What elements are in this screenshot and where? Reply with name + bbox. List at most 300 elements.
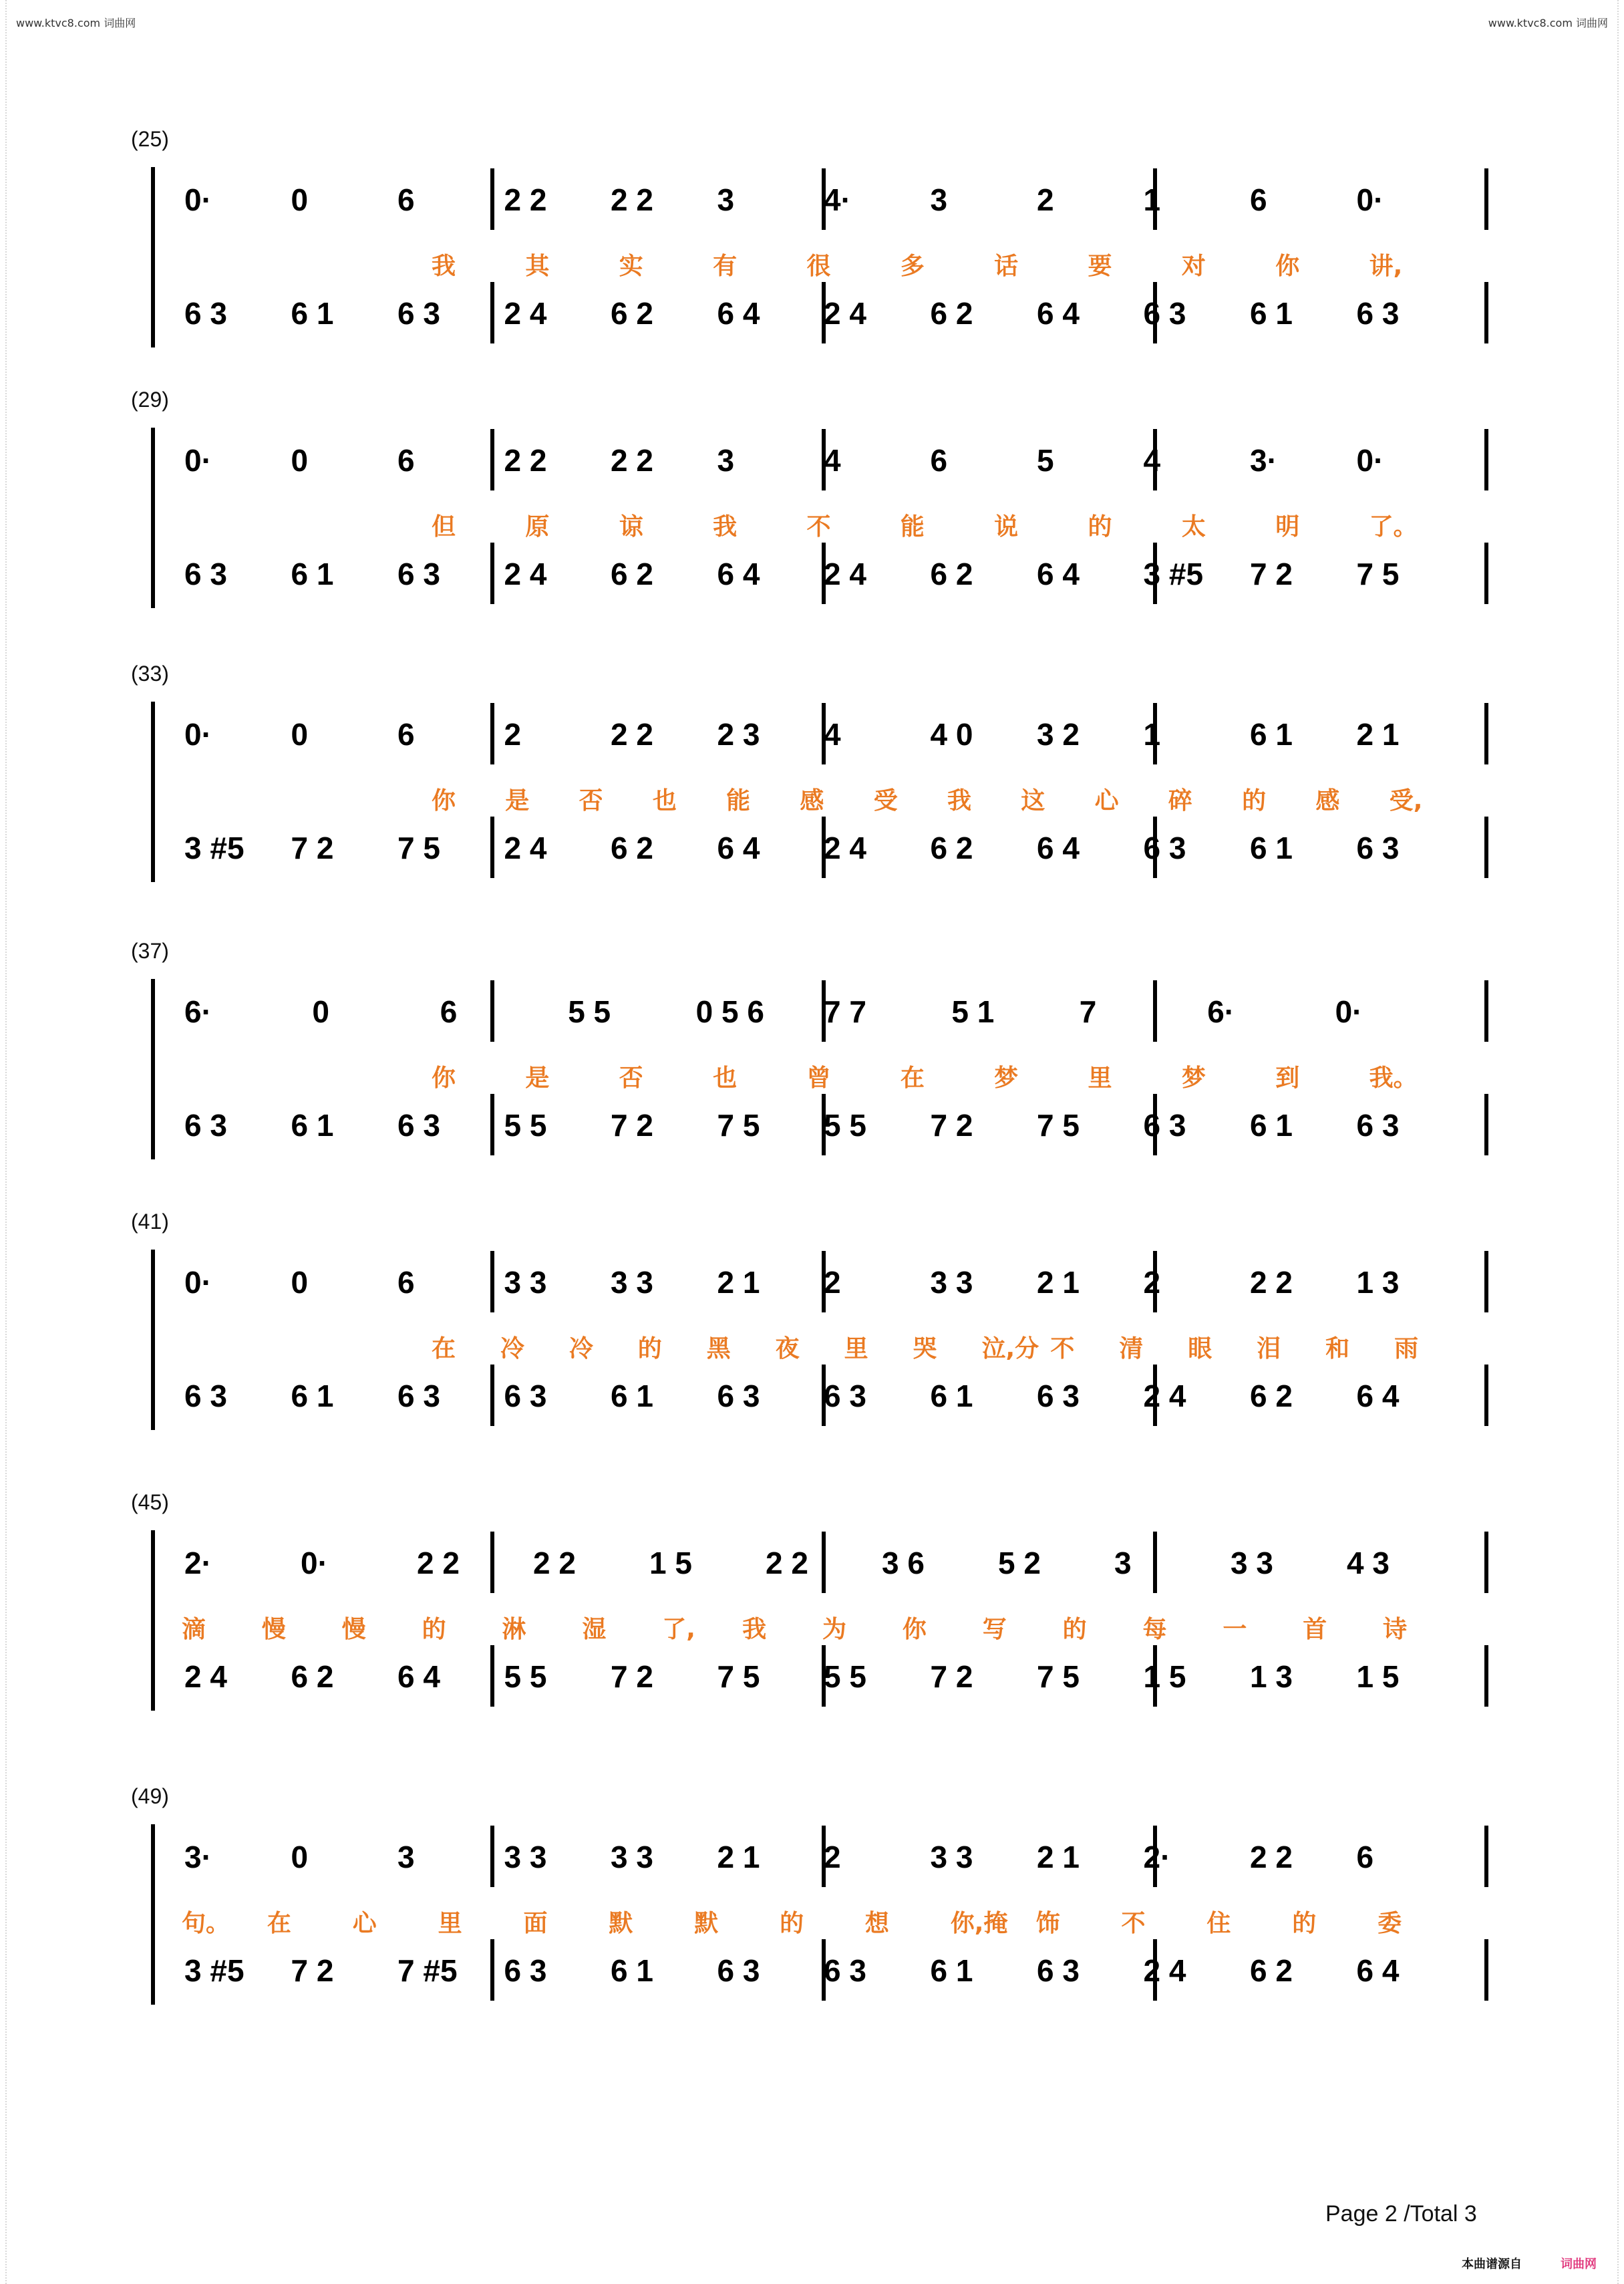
lyric-word: 慢 <box>261 1616 286 1643</box>
melody-note: 0 <box>291 182 309 217</box>
accompaniment-note: 6 2 <box>1250 1953 1293 1988</box>
melody-note: 6 <box>1356 1840 1374 1874</box>
melody-note: 2 1 <box>1037 1265 1080 1300</box>
lyric-word: 不 <box>806 513 831 541</box>
lyric-word: 淋 <box>502 1616 526 1643</box>
melody-note: 3 3 <box>930 1265 973 1300</box>
accompaniment-note: 6 4 <box>1037 557 1080 591</box>
accompaniment-note: 2 4 <box>824 296 866 331</box>
melody-note: 2 <box>824 1265 841 1300</box>
melody-note: 2 2 <box>1250 1265 1293 1300</box>
melody-note: 0 <box>291 717 309 752</box>
melody-note: 3 <box>1114 1546 1132 1580</box>
system-brace <box>151 702 155 882</box>
barline <box>1484 282 1488 343</box>
accompaniment-note: 6 3 <box>184 296 227 331</box>
accompaniment-note: 6 4 <box>717 296 760 331</box>
melody-note: 2 2 <box>611 443 653 478</box>
accompaniment-note: 6 2 <box>930 831 973 865</box>
melody-note: 3 3 <box>504 1840 547 1874</box>
lyric-word: 夜 <box>775 1335 800 1363</box>
melody-note: 3 3 <box>504 1265 547 1300</box>
lyric-word: 说 <box>994 513 1019 541</box>
lyric-word: 的 <box>1088 513 1112 541</box>
barline <box>1484 817 1488 878</box>
accompaniment-note: 3 #5 <box>184 831 245 865</box>
accompaniment-note: 6 3 <box>184 557 227 591</box>
lyric-word: 心 <box>352 1910 377 1937</box>
melody-note: 2 <box>1143 1265 1161 1300</box>
melody-note: 0· <box>301 1546 328 1580</box>
accompaniment-note: 6 3 <box>184 1108 227 1143</box>
accompaniment-note: 6 2 <box>611 557 653 591</box>
lyric-word: 面 <box>523 1910 548 1937</box>
page-edge-right <box>1617 0 1624 2284</box>
measure-number: (41) <box>131 1209 169 1234</box>
melody-note: 6 <box>397 717 415 752</box>
lyric-word: 梦 <box>994 1064 1019 1092</box>
accompaniment-note: 6 2 <box>930 296 973 331</box>
accompaniment-note: 6 1 <box>291 1379 334 1413</box>
melody-note: 4 3 <box>1347 1546 1390 1580</box>
accompaniment-note: 3 #5 <box>1143 557 1204 591</box>
accompaniment-note: 7 5 <box>1356 557 1400 591</box>
melody-note: 0 <box>312 994 329 1029</box>
melody-note: 0· <box>184 717 212 752</box>
accompaniment-note: 6 2 <box>1250 1379 1293 1413</box>
lyric-word: 不 <box>1121 1910 1146 1937</box>
lyric-word: 是 <box>505 787 530 815</box>
lyric-word: 哭 <box>913 1335 937 1363</box>
barline <box>1484 703 1488 764</box>
accompaniment-note: 2 4 <box>504 831 547 865</box>
accompaniment-note: 6 3 <box>397 1379 440 1413</box>
lyric-word: 想 <box>864 1910 889 1937</box>
lyric-word: 雨 <box>1394 1335 1419 1363</box>
lyric-word: 的 <box>1292 1910 1317 1937</box>
barline <box>1484 1532 1488 1593</box>
accompaniment-note: 2 4 <box>1143 1379 1186 1413</box>
melody-note: 2 2 <box>611 182 653 217</box>
accompaniment-note: 7 5 <box>1037 1659 1080 1694</box>
barline <box>1484 543 1488 604</box>
barline <box>490 1939 494 2001</box>
accompaniment-note: 5 5 <box>824 1108 866 1143</box>
barline <box>1484 429 1488 490</box>
melody-note: 0 <box>291 1265 309 1300</box>
accompaniment-note: 2 4 <box>1143 1953 1186 1988</box>
melody-note: 2 2 <box>504 443 547 478</box>
accompaniment-note: 6 3 <box>397 296 440 331</box>
melody-note: 1 5 <box>649 1546 692 1580</box>
barline <box>490 168 494 230</box>
lyric-word: 感 <box>800 787 824 815</box>
barline <box>1484 1645 1488 1707</box>
melody-note: 3 <box>717 443 735 478</box>
barline <box>490 817 494 878</box>
accompaniment-note: 6 4 <box>717 557 760 591</box>
lyric-word: 你 <box>1275 253 1300 280</box>
measure-number: (33) <box>131 662 169 686</box>
melody-note: 2 2 <box>504 182 547 217</box>
lyric-word: 原 <box>525 513 550 541</box>
accompaniment-note: 6 1 <box>1250 296 1293 331</box>
lyric-word: 饰 <box>1035 1910 1060 1937</box>
lyric-word: 感 <box>1315 787 1340 815</box>
accompaniment-note: 6 3 <box>504 1953 547 1988</box>
lyric-word: 每 <box>1142 1616 1167 1643</box>
accompaniment-note: 2 4 <box>184 1659 227 1694</box>
melody-note: 0· <box>184 443 212 478</box>
barline <box>490 1645 494 1707</box>
lyric-word: 首 <box>1303 1616 1327 1643</box>
barline <box>490 429 494 490</box>
melody-note: 0· <box>184 182 212 217</box>
accompaniment-note: 6 1 <box>611 1953 653 1988</box>
lyric-word: 话 <box>994 253 1019 280</box>
melody-note: 2· <box>1143 1840 1171 1874</box>
accompaniment-note: 6 1 <box>930 1953 973 1988</box>
lyric-word: 我 <box>947 787 972 815</box>
lyric-word: 和 <box>1325 1335 1350 1363</box>
accompaniment-note: 6 1 <box>1250 1108 1293 1143</box>
accompaniment-note: 6 3 <box>1143 296 1186 331</box>
accompaniment-note: 7 #5 <box>397 1953 458 1988</box>
accompaniment-note: 6 3 <box>1356 296 1400 331</box>
barline <box>1153 980 1157 1042</box>
system-brace <box>151 1530 155 1711</box>
lyric-word: 心 <box>1094 787 1119 815</box>
lyric-word: 了。 <box>1369 513 1418 541</box>
accompaniment-note: 6 1 <box>291 1108 334 1143</box>
barline <box>490 543 494 604</box>
barline <box>1484 1826 1488 1887</box>
accompaniment-note: 6 4 <box>1356 1953 1400 1988</box>
melody-note: 0 <box>291 443 309 478</box>
lyric-word: 冷 <box>500 1335 524 1363</box>
melody-note: 3 <box>930 182 948 217</box>
accompaniment-note: 7 5 <box>717 1659 760 1694</box>
accompaniment-note: 1 5 <box>1143 1659 1186 1694</box>
lyric-word: 实 <box>619 253 643 280</box>
melody-note: 3 6 <box>882 1546 925 1580</box>
system-brace <box>151 1824 155 2005</box>
lyric-word: 里 <box>1088 1064 1112 1092</box>
melody-note: 2 <box>1037 182 1054 217</box>
accompaniment-note: 6 4 <box>1356 1379 1400 1413</box>
accompaniment-note: 5 5 <box>504 1108 547 1143</box>
accompaniment-note: 6 3 <box>397 1108 440 1143</box>
measure-number: (25) <box>131 127 169 151</box>
barline <box>490 980 494 1042</box>
lyric-word: 眼 <box>1188 1335 1212 1363</box>
barline <box>490 1826 494 1887</box>
melody-note: 1 3 <box>1356 1265 1400 1300</box>
lyric-word: 我 <box>742 1616 767 1643</box>
lyric-word: 到 <box>1275 1064 1300 1092</box>
accompaniment-note: 6 3 <box>1356 1108 1400 1143</box>
lyric-word: 滴 <box>182 1616 206 1643</box>
barline <box>490 1365 494 1426</box>
lyric-word: 不 <box>1050 1335 1075 1363</box>
melody-note: 6 <box>397 1265 415 1300</box>
melody-note: 6 1 <box>1250 717 1293 752</box>
accompaniment-note: 7 2 <box>930 1659 973 1694</box>
accompaniment-note: 6 1 <box>611 1379 653 1413</box>
lyric-word: 其 <box>525 253 550 280</box>
lyric-word: 我。 <box>1369 1064 1418 1092</box>
melody-note: 6 <box>397 182 415 217</box>
melody-note: 2 <box>824 1840 841 1874</box>
melody-note: 0 5 6 <box>695 994 764 1029</box>
header-site-left: www.ktvc8.com 词曲网 <box>16 17 136 29</box>
melody-note: 2 2 <box>533 1546 576 1580</box>
lyric-word: 但 <box>432 513 456 541</box>
accompaniment-note: 6 2 <box>930 557 973 591</box>
lyric-word: 的 <box>637 1335 662 1363</box>
accompaniment-note: 2 4 <box>824 557 866 591</box>
accompaniment-note: 6 1 <box>1250 831 1293 865</box>
measure-number: (49) <box>131 1784 169 1808</box>
accompaniment-note: 6 4 <box>397 1659 440 1694</box>
system-brace <box>151 1250 155 1430</box>
header-site-right: www.ktvc8.com 词曲网 <box>1488 17 1608 29</box>
melody-note: 3 <box>717 182 735 217</box>
lyric-word: 慢 <box>341 1616 366 1643</box>
accompaniment-note: 7 5 <box>1037 1108 1080 1143</box>
melody-note: 0· <box>184 1265 212 1300</box>
accompaniment-note: 6 3 <box>824 1379 866 1413</box>
accompaniment-note: 6 3 <box>1356 831 1400 865</box>
accompaniment-note: 7 5 <box>397 831 440 865</box>
lyric-word: 这 <box>1021 787 1045 815</box>
melody-note: 3 3 <box>611 1840 653 1874</box>
lyric-word: 否 <box>619 1064 643 1092</box>
accompaniment-note: 1 5 <box>1356 1659 1400 1694</box>
accompaniment-note: 6 3 <box>1037 1953 1080 1988</box>
lyric-word: 里 <box>844 1335 868 1363</box>
lyric-word: 一 <box>1223 1616 1247 1643</box>
barline <box>1153 1532 1157 1593</box>
lyric-word: 你 <box>432 787 456 815</box>
accompaniment-note: 7 2 <box>930 1108 973 1143</box>
page-indicator: Page 2 /Total 3 <box>1325 2201 1477 2227</box>
lyric-word: 明 <box>1275 513 1300 541</box>
melody-note: 3 3 <box>930 1840 973 1874</box>
lyric-word: 湿 <box>582 1616 607 1643</box>
accompaniment-note: 6 1 <box>291 557 334 591</box>
lyric-word: 多 <box>900 253 925 280</box>
accompaniment-note: 6 3 <box>504 1379 547 1413</box>
accompaniment-note: 6 2 <box>611 296 653 331</box>
melody-note: 2 <box>504 717 522 752</box>
accompaniment-note: 6 3 <box>717 1953 760 1988</box>
lyric-word: 泪 <box>1257 1335 1281 1363</box>
melody-note: 3 3 <box>611 1265 653 1300</box>
accompaniment-note: 7 2 <box>1250 557 1293 591</box>
lyric-word: 要 <box>1088 253 1112 280</box>
lyric-word: 梦 <box>1181 1064 1206 1092</box>
lyric-word: 很 <box>806 253 831 280</box>
lyric-word: 在 <box>900 1064 925 1092</box>
melody-note: 3 3 <box>1231 1546 1273 1580</box>
lyric-word: 的 <box>422 1616 446 1643</box>
melody-note: 2 3 <box>717 717 760 752</box>
lyric-word: 谅 <box>619 513 643 541</box>
lyric-word: 太 <box>1181 513 1206 541</box>
lyric-word: 默 <box>694 1910 719 1937</box>
accompaniment-note: 6 1 <box>291 296 334 331</box>
melody-note: 2 1 <box>1037 1840 1080 1874</box>
lyric-word: 的 <box>780 1910 804 1937</box>
melody-note: 2 2 <box>1250 1840 1293 1874</box>
accompaniment-note: 6 1 <box>930 1379 973 1413</box>
melody-note: 0· <box>1356 443 1384 478</box>
accompaniment-note: 6 4 <box>717 831 760 865</box>
lyric-word: 受 <box>873 787 898 815</box>
accompaniment-note: 6 2 <box>291 1659 334 1694</box>
accompaniment-note: 6 3 <box>824 1953 866 1988</box>
lyric-word: 为 <box>822 1616 847 1643</box>
lyric-word: 清 <box>1119 1335 1144 1363</box>
barline <box>1484 980 1488 1042</box>
system-brace <box>151 979 155 1159</box>
melody-note: 2 2 <box>766 1546 808 1580</box>
accompaniment-note: 6 3 <box>717 1379 760 1413</box>
barline <box>1484 1365 1488 1426</box>
barline <box>490 1251 494 1312</box>
melody-note: 7 7 <box>824 994 866 1029</box>
lyric-word: 我 <box>713 513 738 541</box>
lyric-word: 委 <box>1377 1910 1402 1937</box>
melody-note: 2· <box>184 1546 212 1580</box>
melody-note: 0· <box>1356 182 1384 217</box>
melody-note: 1 <box>1143 717 1161 752</box>
accompaniment-note: 6 3 <box>1143 831 1186 865</box>
accompaniment-note: 5 5 <box>504 1659 547 1694</box>
melody-note: 3· <box>184 1840 212 1874</box>
melody-note: 4 0 <box>930 717 973 752</box>
lyric-word: 你,掩 <box>950 1910 1008 1937</box>
system-brace <box>151 167 155 347</box>
lyric-word: 能 <box>726 787 751 815</box>
lyric-word: 受, <box>1389 787 1423 815</box>
accompaniment-note: 6 4 <box>1037 296 1080 331</box>
measure-number: (29) <box>131 388 169 412</box>
melody-note: 2 1 <box>717 1265 760 1300</box>
melody-note: 6 <box>930 443 948 478</box>
melody-note: 6 <box>397 443 415 478</box>
accompaniment-note: 6 3 <box>184 1379 227 1413</box>
lyric-word: 曾 <box>806 1064 831 1092</box>
melody-note: 5 2 <box>998 1546 1041 1580</box>
lyric-word: 句。 <box>182 1910 230 1937</box>
melody-note: 4· <box>824 182 851 217</box>
page-edge-left <box>0 0 7 2284</box>
melody-note: 0 <box>291 1840 309 1874</box>
accompaniment-note: 7 2 <box>611 1108 653 1143</box>
lyric-word: 碎 <box>1168 787 1192 815</box>
lyric-word: 黑 <box>706 1335 731 1363</box>
accompaniment-note: 7 5 <box>717 1108 760 1143</box>
lyric-word: 我 <box>432 253 456 280</box>
melody-note: 3· <box>1250 443 1277 478</box>
accompaniment-note: 7 2 <box>291 1953 334 1988</box>
accompaniment-note: 6 3 <box>1037 1379 1080 1413</box>
lyric-word: 能 <box>900 513 925 541</box>
lyric-word: 了, <box>662 1616 695 1643</box>
lyric-word: 也 <box>713 1064 738 1092</box>
accompaniment-note: 5 5 <box>824 1659 866 1694</box>
lyric-word: 写 <box>982 1616 1007 1643</box>
melody-note: 5 5 <box>568 994 611 1029</box>
lyric-word: 里 <box>438 1910 462 1937</box>
lyric-word: 在 <box>267 1910 291 1937</box>
measure-number: (45) <box>131 1490 169 1514</box>
melody-note: 4 <box>824 717 841 752</box>
system-brace <box>151 428 155 608</box>
barline <box>822 1532 826 1593</box>
melody-note: 6 <box>1250 182 1267 217</box>
barline <box>1484 1094 1488 1155</box>
lyric-word: 的 <box>1242 787 1267 815</box>
lyric-word: 泣,分 <box>981 1335 1039 1363</box>
melody-note: 4 <box>824 443 841 478</box>
lyric-word: 有 <box>713 253 738 280</box>
accompaniment-note: 6 3 <box>397 557 440 591</box>
melody-note: 2 1 <box>717 1840 760 1874</box>
melody-note: 5 1 <box>951 994 995 1029</box>
barline <box>1484 168 1488 230</box>
melody-note: 0· <box>1335 994 1363 1029</box>
lyric-word: 你 <box>902 1616 927 1643</box>
barline <box>1484 1251 1488 1312</box>
melody-note: 3 <box>397 1840 415 1874</box>
accompaniment-note: 2 4 <box>824 831 866 865</box>
accompaniment-note: 3 #5 <box>184 1953 245 1988</box>
accompaniment-note: 2 4 <box>504 296 547 331</box>
accompaniment-note: 1 3 <box>1250 1659 1293 1694</box>
accompaniment-note: 7 2 <box>291 831 334 865</box>
melody-note: 5 <box>1037 443 1054 478</box>
melody-note: 4 <box>1143 443 1161 478</box>
barline <box>1484 1939 1488 2001</box>
melody-note: 2 2 <box>417 1546 460 1580</box>
melody-note: 6 <box>440 994 458 1029</box>
lyric-word: 对 <box>1181 253 1206 280</box>
lyric-word: 的 <box>1062 1616 1087 1643</box>
lyric-word: 你 <box>432 1064 456 1092</box>
accompaniment-note: 6 2 <box>611 831 653 865</box>
melody-note: 2 2 <box>611 717 653 752</box>
lyric-word: 在 <box>432 1335 456 1363</box>
barline <box>490 282 494 343</box>
melody-note: 1 <box>1143 182 1161 217</box>
lyric-word: 是 <box>525 1064 550 1092</box>
melody-note: 6· <box>1207 994 1235 1029</box>
accompaniment-note: 6 3 <box>1143 1108 1186 1143</box>
measure-number: (37) <box>131 939 169 963</box>
lyric-word: 也 <box>652 787 677 815</box>
accompaniment-note: 2 4 <box>504 557 547 591</box>
lyric-word: 否 <box>579 787 603 815</box>
credit-text: 本曲谱源自 <box>1462 2257 1522 2271</box>
accompaniment-note: 7 2 <box>611 1659 653 1694</box>
barline <box>490 703 494 764</box>
melody-note: 2 1 <box>1356 717 1400 752</box>
barline <box>490 1532 494 1593</box>
barline <box>490 1094 494 1155</box>
